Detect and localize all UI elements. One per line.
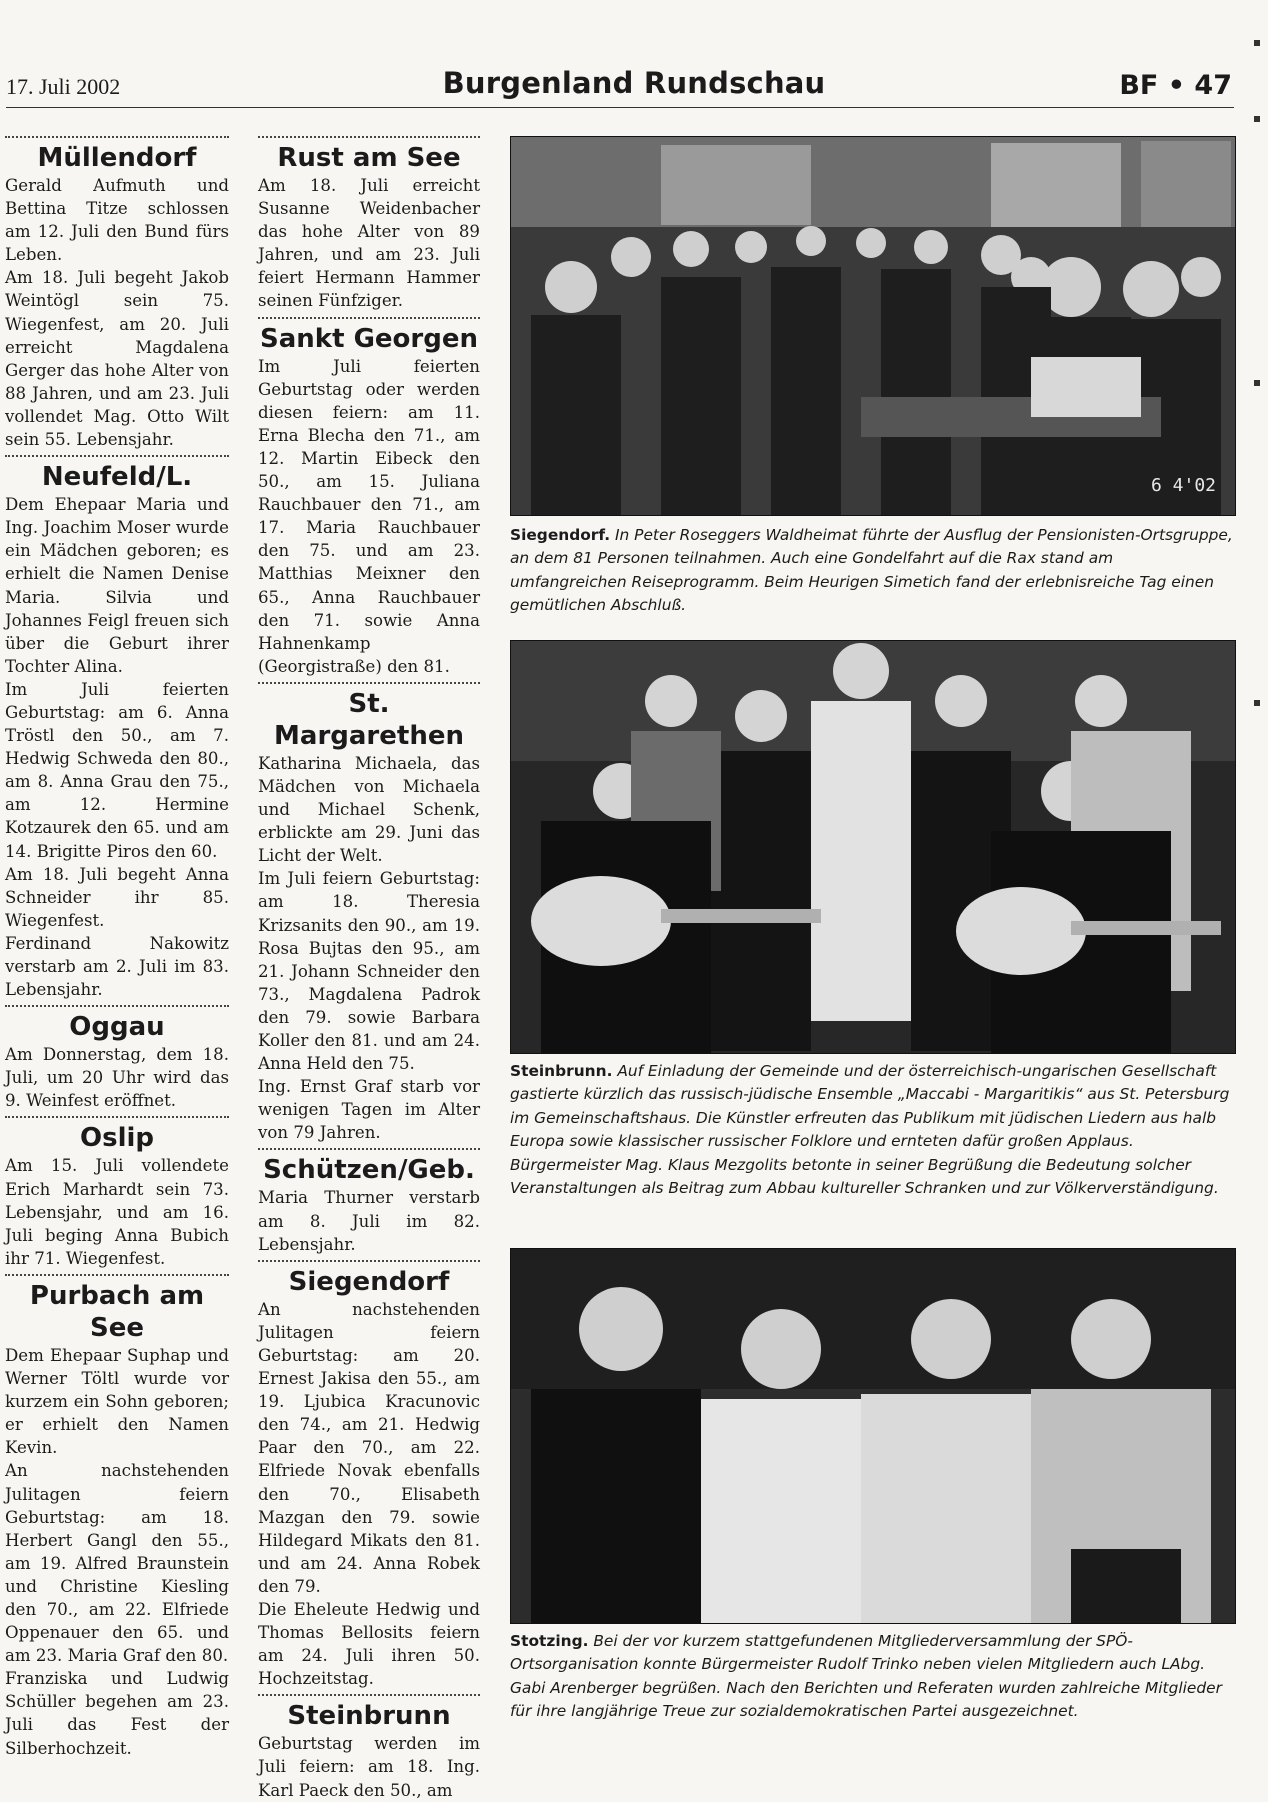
section-title: Oslip — [79, 1123, 154, 1154]
caption-place: Steinbrunn. — [510, 1062, 613, 1080]
photo-steinbrunn — [510, 640, 1236, 1054]
section-paragraph: Ferdinand Nakowitz verstarb am 2. Juli im 83. Lebensjahr. — [5, 933, 229, 1000]
scan-edge-mark — [1254, 700, 1260, 706]
scan-edge-mark — [1254, 380, 1260, 386]
photo-stotzing — [510, 1248, 1236, 1624]
photo-date-stamp: 6 4'02 — [1151, 475, 1217, 496]
section-neufeld — [5, 455, 229, 1001]
section-title: Siegendorf — [288, 1266, 450, 1297]
section-st-margarethen — [258, 682, 480, 1145]
section-paragraph: An nachstehenden Julitagen feiern Geburtstag: am 18. Herbert Gangl den 55., am 19. Alfred Braunstein und Christine Kiesling den 70., am 22. Elfriede Oppenauer den 65. und am 23. Maria Graf den 80. — [5, 1461, 229, 1666]
caption-text: Bei der vor kurzem stattgefundenen Mitgliederversammlung der SPÖ-Ortsorganisation konnte Bürgermeister Rudolf Trinko neben vielen Mitgliedern auch LAbg. Gabi Arenberger begrüßen. Nach den Berichten und Referaten wurden zahlreiche Mitglieder für ihre langjährige Treue zur sozialdemokratischen Partei ausgezeichnet. — [510, 1632, 1222, 1721]
scan-edge-mark — [1254, 116, 1260, 122]
section-title: Sankt Georgen — [260, 323, 478, 354]
section-paragraph: Im Juli feierten Geburtstag: am 6. Anna Tröstl den 50., am 7. Hedwig Schweda den 80., am 8. Anna Grau den 75., am 12. Hermine Kotzaurek den 65. und am 14. Brigitte Piros den 60. — [5, 679, 229, 861]
dotted-divider — [5, 1274, 229, 1276]
dotted-divider — [5, 455, 229, 457]
section-muellendorf — [5, 136, 229, 451]
newspaper-title: Burgenland Rundschau — [442, 66, 826, 100]
section-paragraph: Die Eheleute Hedwig und Thomas Bellosits feiern am 24. Juli ihren 50. Hochzeitstag. — [258, 1599, 480, 1689]
section-schuetzen — [258, 1148, 480, 1255]
section-paragraph: Ing. Ernst Graf starb vor wenigen Tagen im Alter von 79 Jahren. — [258, 1077, 480, 1143]
section-paragraph: Katharina Michaela, das Mädchen von Michaela und Michael Schenk, erblickte am 29. Juni das Licht der Welt. — [258, 753, 480, 866]
dotted-divider — [5, 1005, 229, 1007]
photo-ensemble-musicians — [511, 641, 1235, 1053]
issue-date: 17. Juli 2002 — [6, 74, 121, 99]
caption-stotzing — [510, 1630, 1234, 1724]
dotted-divider — [258, 1260, 480, 1262]
dotted-divider — [258, 1148, 480, 1150]
section-sankt-georgen — [258, 317, 480, 678]
dotted-divider — [258, 682, 480, 684]
section-paragraph: Am 18. Juli begeht Anna Schneider ihr 85. Wiegenfest. — [5, 864, 229, 930]
photo-pensioners-hall — [511, 137, 1235, 515]
section-paragraph: An nachstehenden Julitagen feiern Geburtstag: am 20. Ernest Jakisa den 55., am 19. Ljubica Kracunovic den 74., am 21. Hedwig Paar den 70., am 22. Elfriede Novak ebenfalls den 70., Elisabeth Mazgan den 79. sowie Hildegard Mikats den 81. und am 24. Anna Robek den 79. — [258, 1299, 480, 1596]
section-title: Steinbrunn — [287, 1701, 451, 1732]
section-siegendorf — [258, 1260, 480, 1691]
section-title: St. Margarethen — [274, 688, 464, 751]
dotted-divider — [5, 136, 229, 138]
section-paragraph: Am 18. Juli erreicht Susanne Weidenbacher das hohe Alter von 89 Jahren, und am 23. Juli feiert Hermann Hammer seinen Fünfziger. — [258, 176, 480, 311]
caption-place: Siegendorf. — [510, 526, 611, 544]
section-title: Müllendorf — [37, 143, 197, 173]
section-purbach — [5, 1274, 229, 1760]
caption-steinbrunn — [510, 1060, 1234, 1200]
dotted-divider — [258, 1694, 480, 1696]
section-title: Oggau — [69, 1012, 165, 1043]
caption-place: Stotzing. — [510, 1632, 589, 1650]
photo-four-members — [511, 1249, 1235, 1623]
dotted-divider — [5, 1116, 229, 1118]
section-paragraph: Am Donnerstag, dem 18. Juli, um 20 Uhr wird das 9. Weinfest eröffnet. — [5, 1045, 229, 1111]
header-rule — [6, 107, 1234, 108]
photo-siegendorf — [510, 136, 1236, 516]
scan-edge-mark — [1254, 40, 1260, 46]
news-column-left — [5, 132, 229, 1760]
section-paragraph: Franziska und Ludwig Schüller begehen am 23. Juli das Fest der Silberhochzeit. — [5, 1669, 229, 1758]
page-number: BF • 47 — [1119, 70, 1232, 101]
caption-text: Auf Einladung der Gemeinde und der österreichisch-ungarischen Gesellschaft gastierte kürzlich das russisch-jüdische Ensemble „Maccabi - Margaritikis“ aus St. Petersburg im Gemeinschaftshaus. Die Künstler erfreuten das Publikum mit jüdischen Liedern aus halb Europa sowie klassischer russischer Folklore und ernteten dafür großen Applaus. Bürgermeister Mag. Klaus Mezgolits betonte in seiner Begrüßung die Bedeutung solcher Veranstaltungen als Beitrag zum Abbau kultureller Schranken und zur Völkerverständigung. — [510, 1062, 1230, 1198]
section-paragraph: Am 18. Juli begeht Jakob Weintögl sein 75. Wiegenfest, am 20. Juli erreicht Magdalena Gerger das hohe Alter von 88 Jahren, und am 23. Juli vollendet Mag. Otto Wilt sein 55. Lebensjahr. — [5, 268, 229, 450]
section-paragraph: Im Juli feiern Geburtstag: am 18. Theresia Krizsanits den 90., am 19. Rosa Bujtas den 95., am 21. Johann Schneider den 73., Magdalena Padrok den 79. sowie Barbara Koller den 81. und am 24. Anna Held den 75. — [258, 869, 480, 1074]
section-title: Neufeld/L. — [41, 462, 193, 493]
section-paragraph: Gerald Aufmuth und Bettina Titze schlossen am 12. Juli den Bund fürs Leben. — [5, 176, 229, 265]
section-paragraph: Maria Thurner verstarb am 8. Juli im 82. Lebensjahr. — [258, 1188, 480, 1254]
news-column-middle — [258, 132, 480, 1802]
section-title: Purbach am See — [29, 1280, 205, 1343]
dotted-divider — [258, 136, 480, 138]
caption-siegendorf — [510, 524, 1234, 618]
section-title: Schützen/Geb. — [263, 1155, 475, 1186]
section-paragraph: Am 15. Juli vollendete Erich Marhardt sein 73. Lebensjahr, und am 16. Juli beging Anna Bubich ihr 71. Wiegenfest. — [5, 1156, 229, 1268]
section-title: Rust am See — [277, 143, 461, 173]
section-oggau — [5, 1005, 229, 1112]
section-paragraph: Dem Ehepaar Maria und Ing. Joachim Moser wurde ein Mädchen geboren; es erhielt die Namen Denise Maria. Silvia und Johannes Feigl freuen sich über die Geburt ihrer Tochter Alina. — [5, 495, 229, 676]
section-paragraph: Dem Ehepaar Suphap und Werner Töltl wurde vor kurzem ein Sohn geboren; er erhielt den Namen Kevin. — [5, 1345, 229, 1458]
dotted-divider — [258, 317, 480, 319]
section-paragraph: Im Juli feierten Geburtstag oder werden diesen feiern: am 11. Erna Blecha den 71., am 12. Martin Eibeck den 50., am 15. Juliana Rauchbauer den 71., am 17. Maria Rauchbauer den 75. und am 23. Matthias Meixner den 65., Anna Rauchbauer den 71. sowie Anna Hahnenkamp (Georgistraße) den 81. — [258, 356, 480, 676]
caption-text: In Peter Roseggers Waldheimat führte der Ausflug der Pensionisten-Ortsgruppe, an dem 81 Personen teilnahmen. Auch eine Gondelfahrt auf die Rax stand am umfangreichen Reiseprogramm. Beim Heurigen Simetich fand der erlebnisreiche Tag einen gemütlichen Abschluß. — [510, 526, 1233, 615]
section-steinbrunn — [258, 1694, 480, 1801]
section-paragraph: Geburtstag werden im Juli feiern: am 18. Ing. Karl Paeck den 50., am — [258, 1734, 480, 1800]
section-oslip — [5, 1116, 229, 1269]
section-rust — [258, 136, 480, 313]
